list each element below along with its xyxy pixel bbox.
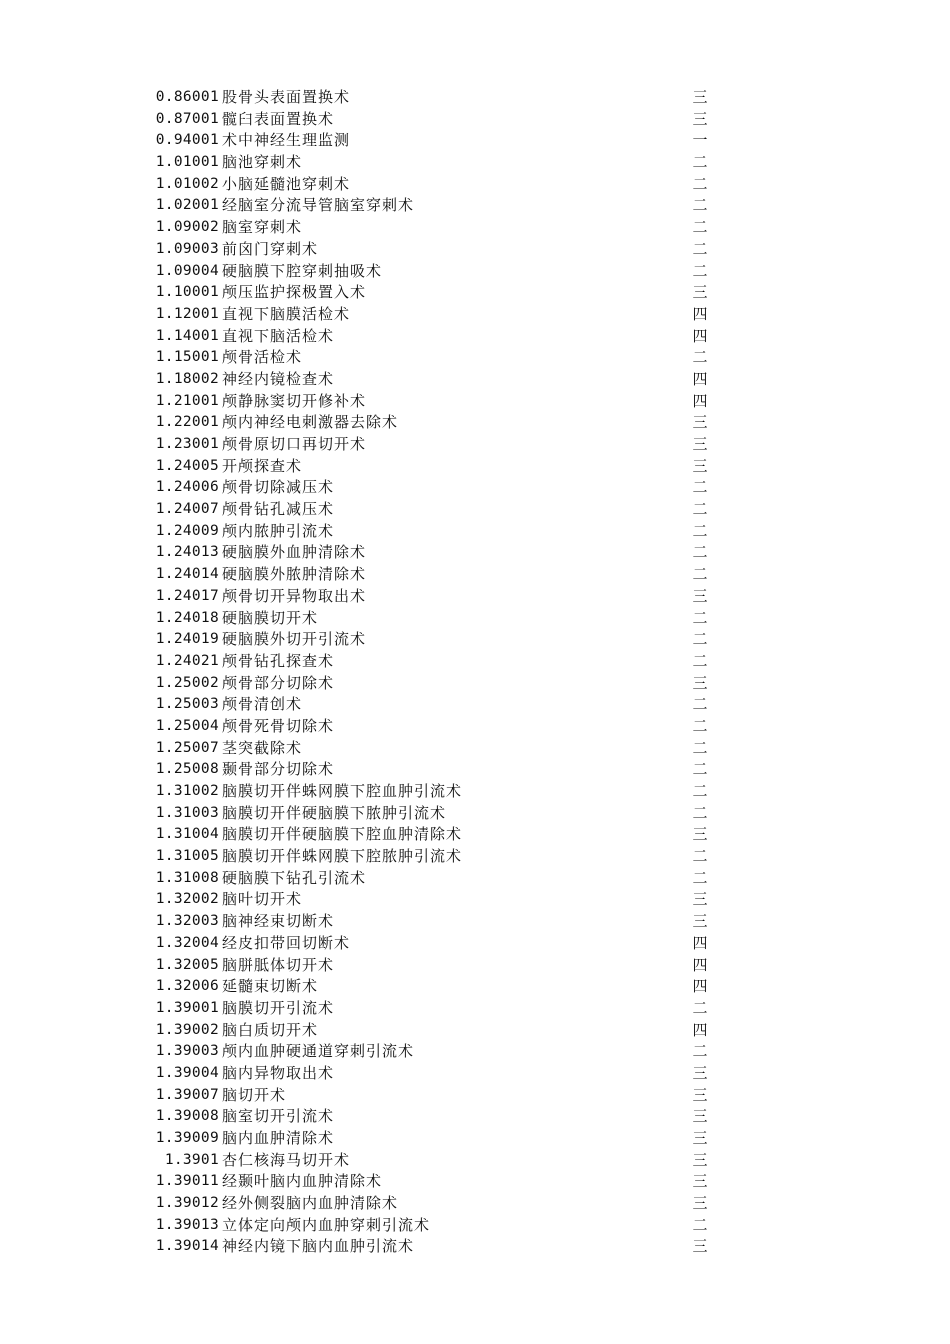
procedure-name: 杏仁核海马切开术: [222, 1150, 351, 1169]
list-item: [0, 1215, 950, 1237]
procedure-name: 颞骨部分切除术: [222, 760, 335, 779]
procedure-code: 1.32005: [155, 956, 219, 973]
list-item: [0, 1106, 950, 1128]
list-item: [0, 87, 950, 109]
procedure-code: 1.39014: [155, 1238, 219, 1255]
procedure-grade: 三: [692, 283, 708, 302]
procedure-name: 经外侧裂脑内血肿清除术: [222, 1194, 399, 1213]
procedure-code: 1.39013: [155, 1216, 219, 1233]
procedure-name: 硬脑膜外血肿清除术: [222, 543, 367, 562]
procedure-code: 1.3901: [164, 1151, 219, 1168]
procedure-code: 1.39009: [155, 1130, 219, 1146]
procedure-grade: 二: [692, 348, 708, 367]
procedure-grade: 三: [692, 435, 708, 453]
list-item: [0, 1085, 950, 1107]
procedure-grade: 三: [692, 88, 708, 106]
list-item: [0, 369, 950, 391]
list-item: [0, 347, 950, 369]
procedure-name: 术中神经生理监测: [222, 131, 351, 150]
procedure-code: 1.14001: [155, 327, 219, 344]
procedure-code: 1.39003: [155, 1043, 219, 1060]
procedure-code: 1.31003: [155, 804, 219, 821]
procedure-grade: 二: [692, 630, 708, 649]
procedure-grade: 二: [692, 651, 708, 670]
procedure-code: 1.39011: [155, 1173, 219, 1190]
procedure-code: 1.15001: [155, 349, 219, 366]
procedure-code: 1.39012: [155, 1195, 219, 1212]
list-item: [0, 846, 950, 868]
procedure-code: 1.24005: [155, 457, 219, 474]
list-item: [0, 803, 950, 825]
procedure-code: 1.25003: [155, 696, 219, 713]
procedure-name: 脑膜切开引流术: [222, 998, 335, 1017]
procedure-name: 硬脑膜下腔穿刺抽吸术: [222, 261, 383, 280]
procedure-code: 1.25004: [155, 717, 219, 734]
list-item: [0, 564, 950, 586]
procedure-name: 茎突截除术: [222, 738, 303, 757]
procedure-grade: 三: [692, 1194, 708, 1213]
procedure-name: 脑膜切开伴蛛网膜下腔血肿引流术: [222, 782, 463, 800]
procedure-list: [0, 87, 950, 1258]
procedure-name: 神经内镜下脑内血肿引流术: [222, 1237, 415, 1256]
procedure-code: 1.24019: [155, 631, 219, 648]
list-item: [0, 521, 950, 543]
list-item: [0, 1128, 950, 1150]
list-item: [0, 955, 950, 977]
list-item: [0, 130, 950, 152]
procedure-code: 1.24014: [155, 566, 219, 583]
procedure-grade: 二: [692, 803, 708, 822]
procedure-grade: 三: [692, 890, 708, 909]
list-item: [0, 326, 950, 348]
procedure-name: 直视下脑活检术: [222, 326, 335, 345]
procedure-code: 1.39007: [155, 1086, 219, 1103]
procedure-code: 1.32004: [155, 934, 219, 951]
list-item: [0, 174, 950, 196]
procedure-grade: 二: [692, 174, 708, 193]
procedure-grade: 二: [692, 239, 708, 258]
procedure-grade: 四: [692, 326, 708, 345]
list-item: [0, 1041, 950, 1063]
procedure-grade: 三: [692, 1129, 708, 1147]
procedure-grade: 三: [692, 586, 708, 605]
procedure-grade: 四: [692, 1020, 708, 1039]
procedure-code: 1.24021: [155, 652, 219, 669]
list-item: [0, 673, 950, 695]
procedure-code: 1.39008: [155, 1108, 219, 1125]
procedure-name: 前囟门穿刺术: [222, 239, 319, 258]
list-item: [0, 889, 950, 911]
procedure-name: 脑叶切开术: [222, 890, 303, 909]
procedure-grade: 二: [692, 478, 708, 497]
procedure-code: 1.10001: [155, 284, 219, 301]
list-item: [0, 911, 950, 933]
procedure-name: 股骨头表面置换术: [222, 88, 351, 106]
procedure-grade: 三: [692, 912, 708, 931]
procedure-code: 1.39001: [155, 999, 219, 1016]
list-item: [0, 933, 950, 955]
procedure-code: 0.86001: [155, 89, 219, 105]
procedure-code: 1.24006: [155, 479, 219, 496]
procedure-name: 脑室穿刺术: [222, 218, 303, 237]
list-item: [0, 629, 950, 651]
procedure-name: 神经内镜检查术: [222, 369, 335, 388]
procedure-grade: 二: [692, 998, 708, 1017]
list-item: [0, 1171, 950, 1193]
procedure-code: 1.18002: [155, 370, 219, 387]
procedure-name: 颅骨死骨切除术: [222, 716, 335, 735]
list-item: [0, 391, 950, 413]
list-item: [0, 217, 950, 239]
list-item: [0, 477, 950, 499]
procedure-name: 直视下脑膜活检术: [222, 304, 351, 323]
procedure-grade: 三: [692, 1172, 708, 1191]
procedure-code: 1.25008: [155, 761, 219, 778]
procedure-grade: 三: [692, 109, 708, 128]
procedure-grade: 四: [692, 955, 708, 974]
list-item: [0, 1020, 950, 1042]
procedure-name: 颅骨清创术: [222, 695, 303, 714]
list-item: [0, 195, 950, 217]
list-item: [0, 456, 950, 478]
procedure-name: 脑内血肿清除术: [222, 1129, 335, 1147]
procedure-name: 脑池穿刺术: [222, 153, 303, 172]
list-item: [0, 1063, 950, 1085]
procedure-grade: 二: [692, 261, 708, 280]
list-item: [0, 261, 950, 283]
list-item: [0, 824, 950, 846]
procedure-code: 1.09004: [155, 262, 219, 279]
procedure-grade: 四: [692, 304, 708, 323]
list-item: [0, 542, 950, 564]
procedure-code: 0.87001: [155, 110, 219, 127]
list-item: [0, 1193, 950, 1215]
list-item: [0, 239, 950, 261]
procedure-code: 1.01001: [155, 154, 219, 171]
procedure-code: 1.24009: [155, 522, 219, 539]
procedure-name: 颅内脓肿引流术: [222, 521, 335, 540]
procedure-code: 1.23001: [155, 436, 219, 452]
procedure-grade: 二: [692, 521, 708, 540]
procedure-code: 1.25007: [155, 739, 219, 756]
procedure-code: 1.24017: [155, 587, 219, 604]
procedure-name: 颅骨活检术: [222, 348, 303, 367]
procedure-code: 1.01002: [155, 175, 219, 192]
procedure-name: 颅骨部分切除术: [222, 673, 335, 692]
list-item: [0, 759, 950, 781]
procedure-grade: 三: [692, 1237, 708, 1256]
procedure-grade: 一: [692, 131, 708, 150]
list-item: [0, 1236, 950, 1258]
procedure-grade: 二: [692, 868, 708, 887]
procedure-code: 1.12001: [155, 305, 219, 322]
procedure-name: 开颅探查术: [222, 456, 303, 475]
procedure-code: 1.31002: [155, 783, 219, 799]
list-item: [0, 694, 950, 716]
procedure-name: 延髓束切断术: [222, 977, 319, 996]
list-item: [0, 781, 950, 803]
procedure-name: 经脑室分流导管脑室穿刺术: [222, 196, 415, 215]
procedure-name: 立体定向颅内血肿穿刺引流术: [222, 1215, 431, 1234]
procedure-grade: 四: [692, 369, 708, 388]
procedure-name: 硬脑膜外脓肿清除术: [222, 565, 367, 584]
procedure-code: 1.24007: [155, 501, 219, 518]
list-item: [0, 608, 950, 630]
procedure-name: 脑膜切开伴硬脑膜下腔血肿清除术: [222, 825, 463, 844]
procedure-name: 脑膜切开伴硬脑膜下脓肿引流术: [222, 803, 447, 822]
list-item: [0, 651, 950, 673]
procedure-name: 颅骨切开异物取出术: [222, 586, 367, 605]
procedure-grade: 二: [692, 695, 708, 714]
procedure-grade: 二: [692, 565, 708, 584]
list-item: [0, 152, 950, 174]
procedure-grade: 二: [692, 196, 708, 215]
procedure-grade: 三: [692, 1063, 708, 1082]
list-item: [0, 499, 950, 521]
list-item: [0, 868, 950, 890]
procedure-grade: 二: [692, 543, 708, 562]
procedure-name: 脑切开术: [222, 1085, 287, 1104]
procedure-grade: 二: [692, 1215, 708, 1234]
procedure-name: 颅压监护探极置入术: [222, 283, 367, 302]
procedure-name: 硬脑膜外切开引流术: [222, 630, 367, 649]
procedure-grade: 三: [692, 1107, 708, 1126]
list-item: [0, 304, 950, 326]
procedure-name: 脑室切开引流术: [222, 1107, 335, 1126]
procedure-grade: 四: [692, 933, 708, 952]
list-item: [0, 998, 950, 1020]
procedure-grade: 二: [692, 738, 708, 757]
list-item: [0, 716, 950, 738]
procedure-name: 硬脑膜下钻孔引流术: [222, 868, 367, 887]
procedure-code: 1.39002: [155, 1021, 219, 1038]
procedure-name: 脑白质切开术: [222, 1020, 319, 1039]
procedure-code: 1.24018: [155, 609, 219, 626]
procedure-code: 1.09003: [155, 240, 219, 257]
list-item: [0, 109, 950, 131]
procedure-grade: 二: [692, 782, 708, 800]
procedure-name: 颅内血肿硬通道穿刺引流术: [222, 1042, 415, 1061]
procedure-code: 1.32002: [155, 891, 219, 908]
list-item: [0, 412, 950, 434]
procedure-grade: 三: [692, 456, 708, 475]
procedure-code: 1.21001: [155, 392, 219, 409]
procedure-grade: 三: [692, 673, 708, 692]
procedure-name: 脑胼胝体切开术: [222, 955, 335, 974]
procedure-code: 1.25002: [155, 674, 219, 691]
procedure-grade: 二: [692, 847, 708, 866]
procedure-grade: 三: [692, 1150, 708, 1169]
procedure-code: 1.09002: [155, 219, 219, 236]
procedure-code: 1.39004: [155, 1064, 219, 1081]
procedure-name: 颅骨切除减压术: [222, 478, 335, 497]
procedure-code: 1.02001: [155, 197, 219, 214]
procedure-code: 1.31004: [155, 826, 219, 843]
procedure-grade: 二: [692, 760, 708, 779]
list-item: [0, 434, 950, 456]
procedure-name: 小脑延髓池穿刺术: [222, 174, 351, 193]
procedure-name: 颅骨钻孔减压术: [222, 500, 335, 519]
procedure-grade: 四: [692, 391, 708, 410]
procedure-grade: 四: [692, 977, 708, 996]
procedure-name: 脑内异物取出术: [222, 1063, 335, 1082]
procedure-code: 1.22001: [155, 414, 219, 431]
procedure-code: 1.31008: [155, 869, 219, 886]
procedure-name: 硬脑膜切开术: [222, 608, 319, 627]
list-item: [0, 586, 950, 608]
procedure-name: 颅内神经电刺激器去除术: [222, 413, 399, 432]
procedure-name: 脑膜切开伴蛛网膜下腔脓肿引流术: [222, 847, 463, 866]
procedure-grade: 二: [692, 153, 708, 172]
procedure-code: 1.24013: [155, 544, 219, 561]
procedure-name: 颅骨钻孔探查术: [222, 651, 335, 670]
procedure-code: 1.31005: [155, 848, 219, 865]
procedure-grade: 二: [692, 1042, 708, 1061]
procedure-name: 经颞叶脑内血肿清除术: [222, 1172, 383, 1191]
procedure-name: 颅骨原切口再切开术: [222, 435, 367, 453]
procedure-name: 脑神经束切断术: [222, 912, 335, 931]
procedure-code: 0.94001: [155, 132, 219, 149]
procedure-grade: 二: [692, 500, 708, 519]
procedure-grade: 三: [692, 1085, 708, 1104]
procedure-grade: 三: [692, 825, 708, 844]
procedure-name: 颅静脉窦切开修补术: [222, 391, 367, 410]
procedure-name: 经皮扣带回切断术: [222, 933, 351, 952]
procedure-name: 髋臼表面置换术: [222, 109, 335, 128]
procedure-grade: 二: [692, 218, 708, 237]
list-item: [0, 976, 950, 998]
list-item: [0, 1150, 950, 1172]
list-item: [0, 738, 950, 760]
procedure-grade: 二: [692, 716, 708, 735]
procedure-code: 1.32003: [155, 913, 219, 930]
procedure-grade: 二: [692, 608, 708, 627]
list-item: [0, 282, 950, 304]
procedure-grade: 三: [692, 413, 708, 432]
procedure-code: 1.32006: [155, 978, 219, 995]
